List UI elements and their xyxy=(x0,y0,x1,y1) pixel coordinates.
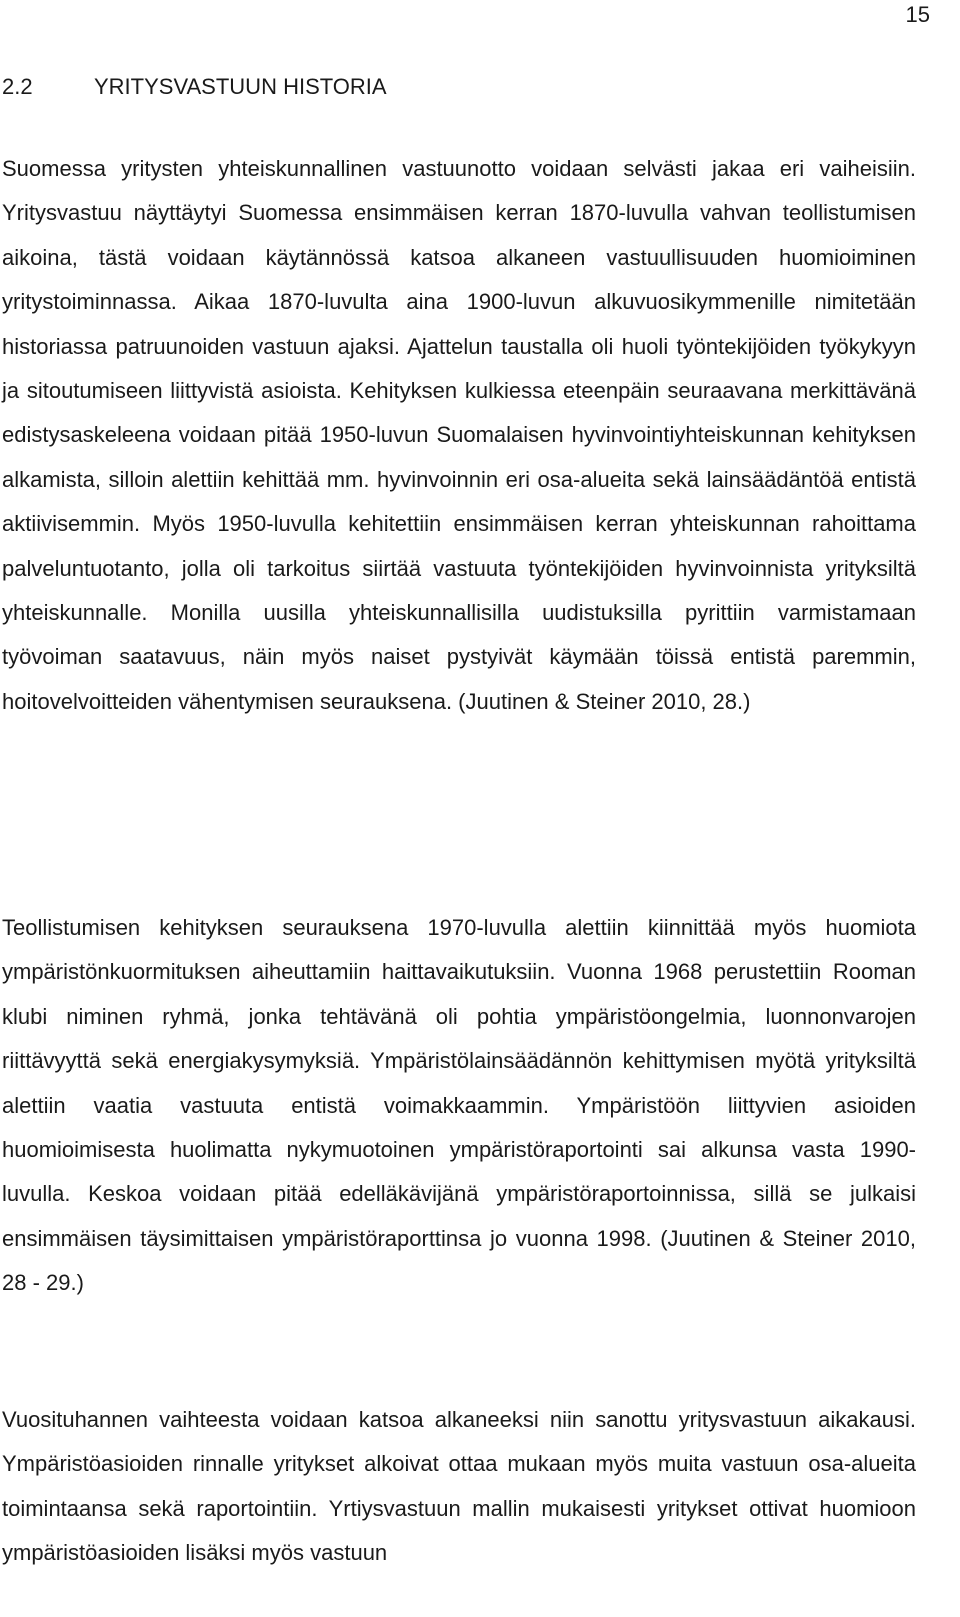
page-number: 15 xyxy=(905,2,930,27)
paragraph-1: Suomessa yritysten yhteiskunnallinen vastuunotto voidaan selvästi jakaa eri vaiheisiin. Yritysvastuu näyttäytyi Suomessa ensimmäisen kerran 1870-luvulla vahvan teollistumisen aikoina, tästä voidaan käytännössä katsoa alkaneen vastuullisuuden huomioiminen yritystoiminnassa. Aikaa 1870-luvulta aina 1900-luvun alkuvuosikymmenille nimitetään historiassa patruunoiden vastuun ajaksi. Ajattelun taustalla oli huoli työntekijöiden työkykyyn ja sitoutumiseen liittyvistä asioista. Kehityksen kulkiessa eteenpäin seuraavana merkittävänä edistysaskeleena voidaan pitää 1950-luvun Suomalaisen hyvinvointiyhteiskunnan kehityksen alkamista, silloin alettiin kehittää mm. hyvinvoinnin eri osa-alueita sekä lainsäädäntöä entistä aktiivisemmin. Myös 1950-luvulla kehitettiin ensimmäisen kerran yhteiskunnan rahoittama palveluntuotanto, jolla oli tarkoitus siirtää vastuuta työntekijöiden hyvinvoinnista yrityksiltä yhteiskunnalle. Monilla uusilla yhteiskunnallisilla uudistuksilla pyrittiin varmistamaan työvoiman saatavuus, näin myös naiset pystyivät käymään töissä entistä paremmin, hoitovelvoitteiden vähentymisen seurauksena. (Juutinen & Steiner 2010, 28.) xyxy=(2,156,916,714)
paragraph-2: Teollistumisen kehityksen seurauksena 1970-luvulla alettiin kiinnittää myös huomiota ympäristönkuormituksen aiheuttamiin haittavaikutuksiin. Vuonna 1968 perustettiin Rooman klubi niminen ryhmä, jonka tehtävänä oli pohtia ympäristöongelmia, luonnonvarojen riittävyyttä sekä energiakysymyksiä. Ympäristölainsäädännön kehittymisen myötä yrityksiltä alettiin vaatia vastuuta entistä voimakkaammin. Ympäristöön liittyvien asioiden huomioimisesta huolimatta nykymuotoinen ympäristöraportointi sai alkunsa vasta 1990-luvulla. Keskoa voidaan pitää edelläkävijänä ympäristöraportoinnissa, sillä se julkaisi ensimmäisen täysimittaisen ympäristöraporttinsa jo vuonna 1998. (Juutinen & Steiner 2010, 28 - 29.) xyxy=(2,915,916,1296)
section-heading xyxy=(2,72,387,102)
section-title: YRITYSVASTUUN HISTORIA xyxy=(94,74,387,99)
paragraph-3: Vuosituhannen vaihteesta voidaan katsoa alkaneeksi niin sanottu yritysvastuun aikakausi. Ympäristöasioiden rinnalle yritykset alkoivat ottaa mukaan myös muita vastuun osa-alueita toimintaansa sekä raportointiin. Yrtiysvastuun mallin mukaisesti yritykset ottivat huomioon ympäristöasioiden lisäksi myös vastuun xyxy=(2,1407,916,1566)
section-number: 2.2 xyxy=(2,74,33,99)
